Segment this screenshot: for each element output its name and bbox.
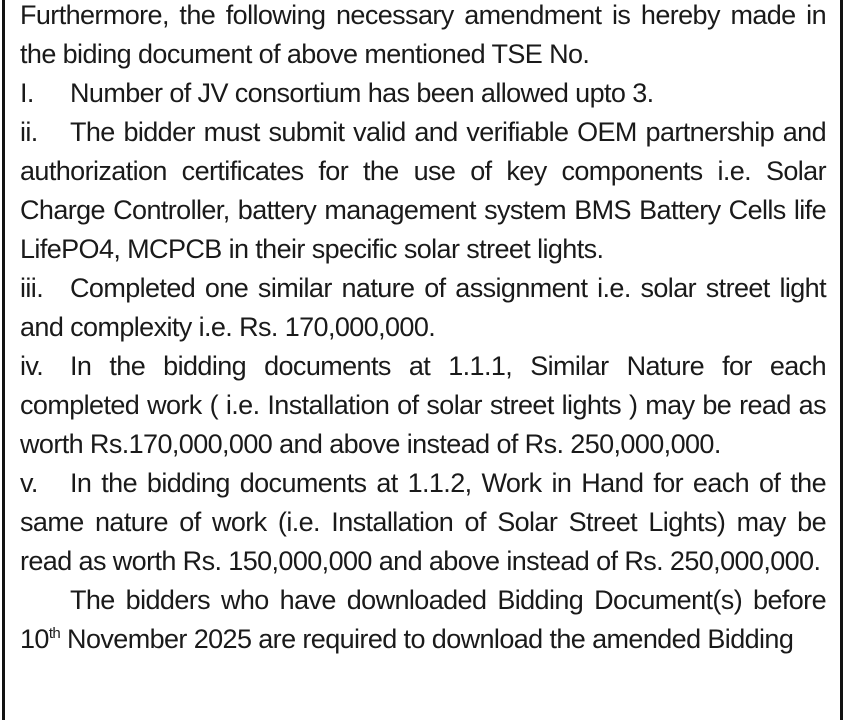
date-superscript: th — [48, 625, 61, 642]
list-item — [20, 347, 826, 464]
list-item — [20, 74, 826, 113]
intro-paragraph: Furthermore, the following necessary amendment is hereby made in the biding document of above mentioned TSE No. — [20, 0, 826, 69]
item-text: In the bidding documents at 1.1.1, Similar Nature for each completed work ( i.e. Installation of solar street lights ) may be read as worth Rs.170,000,000 and above instead of Rs. 250,000,000. — [20, 351, 826, 459]
closing-rest: November 2025 are required to download the amended Bidding — [60, 624, 794, 654]
closing-lead: The bidders who have downloaded Bidding Document(s) before 10 — [20, 585, 826, 654]
amendment-notice — [20, 0, 826, 659]
closing-paragraph — [20, 581, 826, 659]
item-text: The bidder must submit valid and verifiable OEM partnership and authorization certificates for the use of key components i.e. Solar Charge Controller, battery management system BMS Battery Cells life LifePO4, MCPCB in their specific solar street lights. — [20, 117, 826, 264]
item-number: iii. — [20, 273, 44, 303]
list-item — [20, 113, 826, 269]
list-item — [20, 269, 826, 347]
item-number: iv. — [20, 351, 44, 381]
item-text: In the bidding documents at 1.1.2, Work in Hand for each of the same nature of work (i.e. Installation of Solar Street Lights) may be read as worth Rs. 150,000,000 and above instead of Rs. 250,000,000. — [20, 468, 826, 576]
item-text: Number of JV consortium has been allowed upto 3. — [70, 78, 654, 108]
item-number: v. — [20, 468, 38, 498]
item-number: ii. — [20, 117, 38, 147]
list-item — [20, 464, 826, 581]
item-text: Completed one similar nature of assignment i.e. solar street light and complexity i.e. Rs. 170,000,000. — [20, 273, 826, 342]
item-number: I. — [20, 78, 34, 108]
